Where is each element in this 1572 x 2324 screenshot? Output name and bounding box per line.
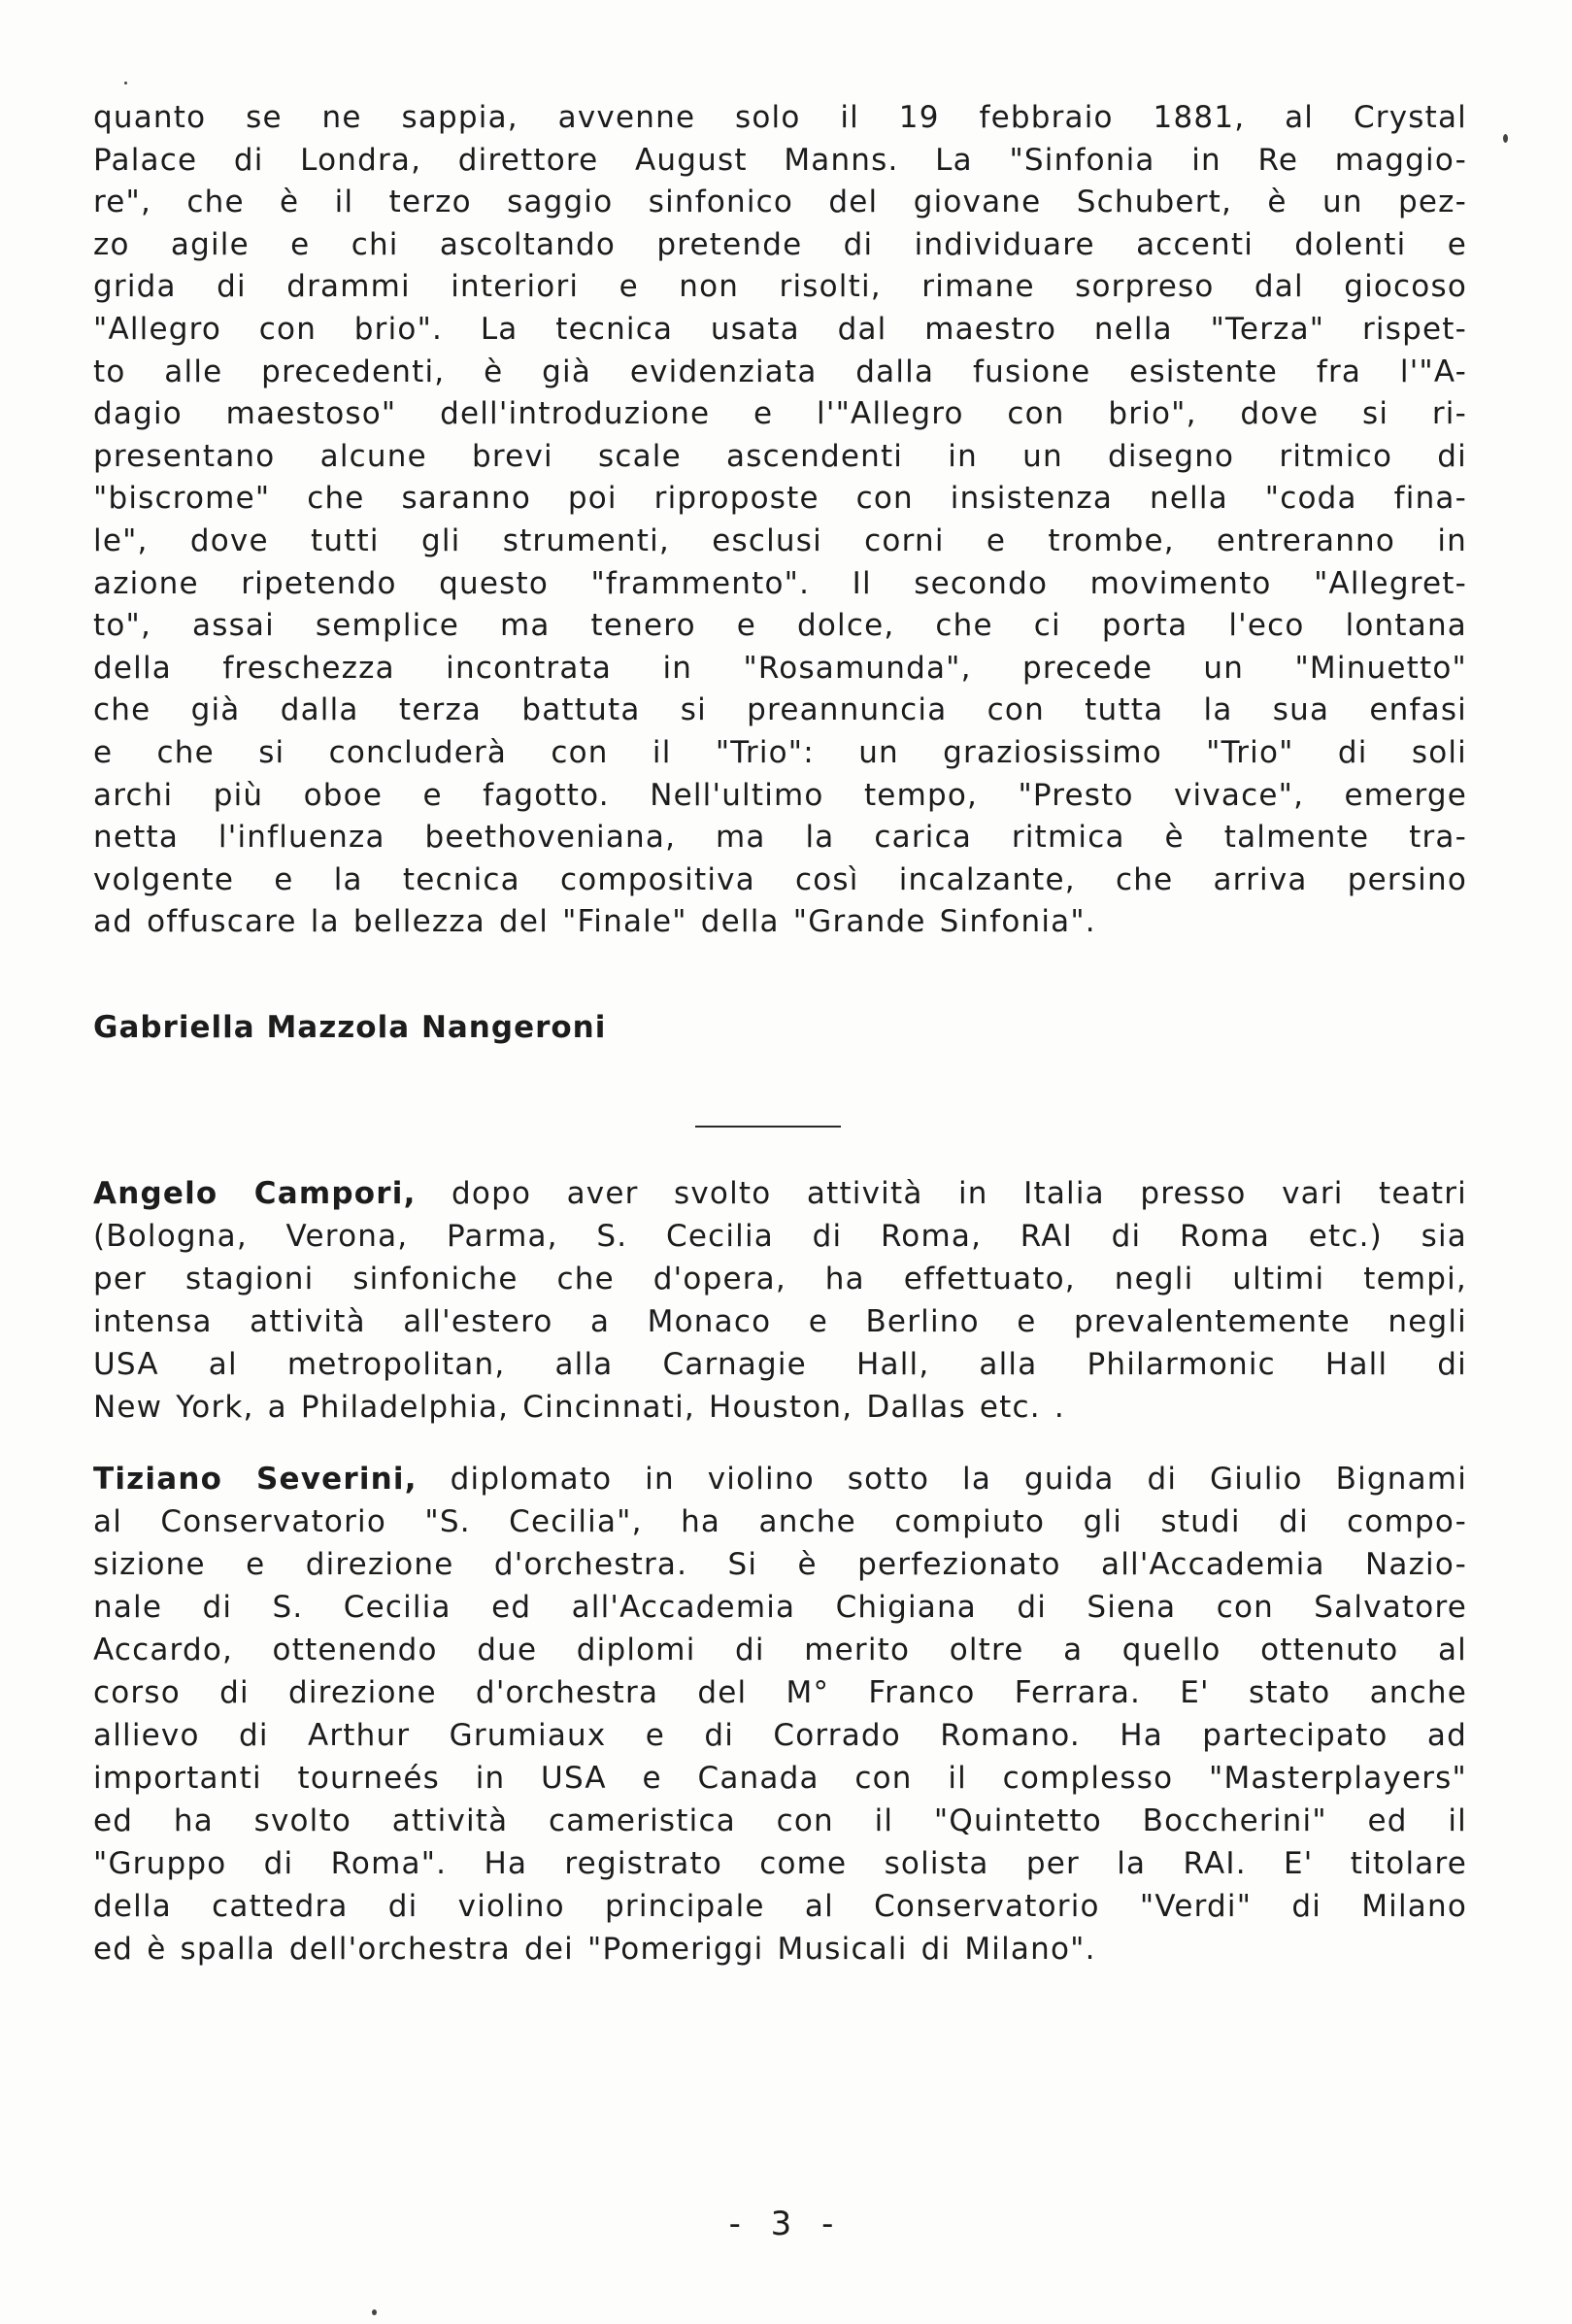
text-line <box>93 1458 1467 1500</box>
section-divider <box>695 1126 841 1128</box>
text-line: archi più oboe e fagotto. Nell'ultimo tempo, "Presto vivace", emerge <box>93 777 1467 813</box>
text-span: diplomato in violino sotto la guida di Giulio Bignami <box>417 1462 1468 1497</box>
scan-speck <box>372 2309 377 2315</box>
text-line: che già dalla terza battuta si preannuncia con tutta la sua enfasi <box>93 692 1467 728</box>
text-line: ad offuscare la bellezza del "Finale" della "Grande Sinfonia". <box>93 904 1096 940</box>
text-line: ed è spalla dell'orchestra dei "Pomeriggi Musicali di Milano". <box>93 1932 1096 1967</box>
text-line: le", dove tutti gli strumenti, esclusi corni e trombe, entreranno in <box>93 522 1467 558</box>
text-line: sizione e direzione d'orchestra. Si è perfezionato all'Accademia Nazio- <box>93 1547 1467 1582</box>
body-paragraph-schubert <box>93 97 1467 944</box>
author-signature: Gabriella Mazzola Nangeroni <box>93 1010 607 1045</box>
text-line: netta l'influenza beethoveniana, ma la carica ritmica è talmente tra- <box>93 820 1467 856</box>
text-line: intensa attività all'estero a Monaco e Berlino e prevalentemente negli <box>93 1304 1467 1339</box>
text-line: della freschezza incontrata in "Rosamunda", precede un "Minuetto" <box>93 650 1467 686</box>
performer-name: Tiziano Severini, <box>93 1462 418 1497</box>
text-line: quanto se ne sappia, avvenne solo il 19 febbraio 1881, al Crystal <box>93 100 1467 135</box>
text-line: e che si concluderà con il "Trio": un graziosissimo "Trio" di soli <box>93 734 1467 770</box>
text-line: re", che è il terzo saggio sinfonico del giovane Schubert, è un pez- <box>93 185 1467 220</box>
text-line: nale di S. Cecilia ed all'Accademia Chigiana di Siena con Salvatore <box>93 1590 1467 1625</box>
text-line <box>93 1172 1467 1215</box>
text-line: Accardo, ottenendo due diplomi di merito oltre a quello ottenuto al <box>93 1633 1467 1667</box>
text-line: dagio maestoso" dell'introduzione e l'"Allegro con brio", dove si ri- <box>93 396 1467 432</box>
text-line: grida di drammi interiori e non risolti, rimane sorpreso dal giocoso <box>93 269 1467 305</box>
text-line: azione ripetendo questo "frammento". Il secondo movimento "Allegret- <box>93 565 1467 601</box>
text-line: USA al metropolitan, alla Carnagie Hall, alla Philarmonic Hall di <box>93 1347 1467 1382</box>
text-line: volgente e la tecnica compositiva così incalzante, che arriva persino <box>93 861 1467 897</box>
scan-speck <box>124 82 127 84</box>
text-line: to alle precedenti, è già evidenziata dalla fusione esistente fra l'"A- <box>93 354 1467 389</box>
text-span: dopo aver svolto attività in Italia presso vari teatri <box>416 1176 1467 1211</box>
text-line: zo agile e chi ascoltando pretende di individuare accenti dolenti e <box>93 226 1467 262</box>
scan-speck <box>1503 134 1508 143</box>
text-line: corso di direzione d'orchestra del M° Franco Ferrara. E' stato anche <box>93 1675 1467 1710</box>
text-line: Palace di Londra, direttore August Manns. La "Sinfonia in Re maggio- <box>93 142 1467 178</box>
page-number: - 3 - <box>728 2205 844 2243</box>
text-line: presentano alcune brevi scale ascendenti in un disegno ritmico di <box>93 438 1467 474</box>
text-line: "Allegro con brio". La tecnica usata dal maestro nella "Terza" rispet- <box>93 311 1467 347</box>
text-line: importanti tourneés in USA e Canada con il complesso "Masterplayers" <box>93 1761 1467 1796</box>
text-line: New York, a Philadelphia, Cincinnati, Houston, Dallas etc. . <box>93 1390 1065 1425</box>
text-line: al Conservatorio "S. Cecilia", ha anche compiuto gli studi di compo- <box>93 1504 1467 1539</box>
text-line: allievo di Arthur Grumiaux e di Corrado Romano. Ha partecipato ad <box>93 1718 1467 1753</box>
bio-tiziano-severini <box>93 1458 1467 1970</box>
text-line: "biscrome" che saranno poi riproposte con insistenza nella "coda fina- <box>93 481 1467 517</box>
text-line: ed ha svolto attività cameristica con il "Quintetto Boccherini" ed il <box>93 1803 1467 1838</box>
text-line: per stagioni sinfoniche che d'opera, ha effettuato, negli ultimi tempi, <box>93 1262 1467 1297</box>
text-line: (Bologna, Verona, Parma, S. Cecilia di Roma, RAI di Roma etc.) sia <box>93 1219 1467 1254</box>
text-line: "Gruppo di Roma". Ha registrato come solista per la RAI. E' titolare <box>93 1846 1467 1881</box>
performer-name: Angelo Campori, <box>93 1176 417 1211</box>
text-line: della cattedra di violino principale al Conservatorio "Verdi" di Milano <box>93 1889 1467 1924</box>
text-line: to", assai semplice ma tenero e dolce, che ci porta l'eco lontana <box>93 608 1467 644</box>
bio-angelo-campori <box>93 1172 1467 1429</box>
